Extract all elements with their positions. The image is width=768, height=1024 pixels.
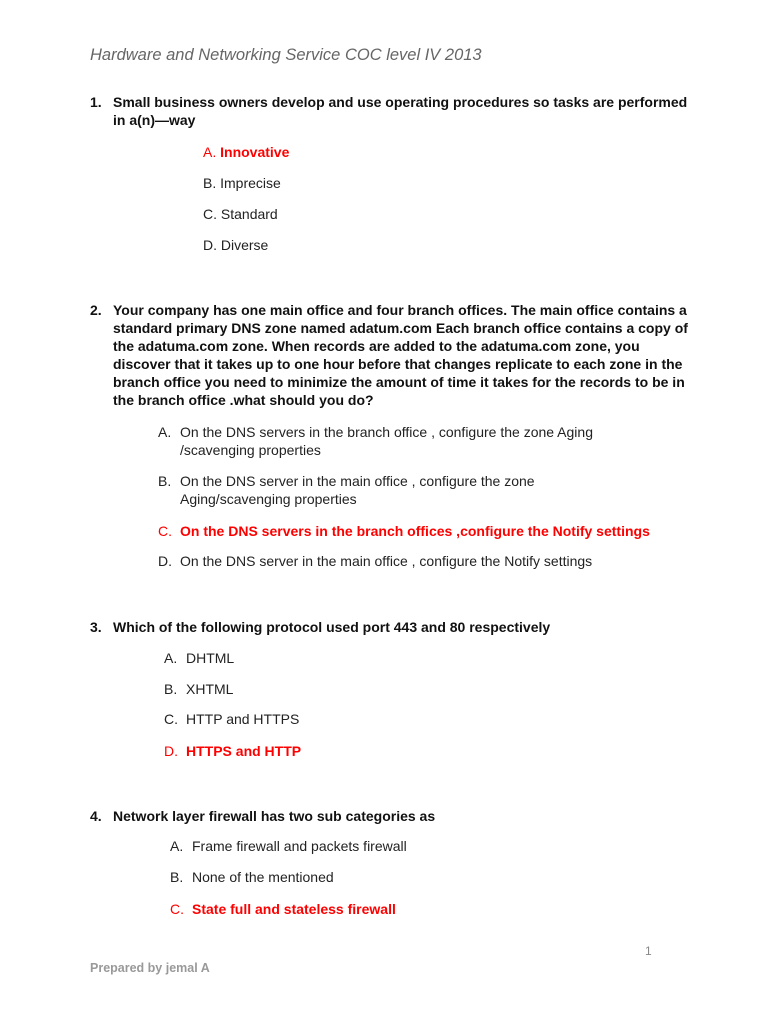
option-letter: A. xyxy=(203,144,217,160)
option-text: None of the mentioned xyxy=(192,869,334,885)
option-letter: C. xyxy=(170,901,184,917)
question-number: 1. xyxy=(90,94,102,110)
option-c: C. Standard xyxy=(203,206,278,222)
option-d: D. Diverse xyxy=(203,237,269,253)
option-text: XHTML xyxy=(186,681,234,697)
option-text: State full and stateless firewall xyxy=(192,901,396,917)
option-text: HTTP and HTTPS xyxy=(186,711,300,727)
question-2 xyxy=(90,301,690,409)
option-text: On the DNS server in the main office , configure the Notify settings xyxy=(180,553,593,569)
footer-prepared-by: Prepared by jemal A xyxy=(90,961,210,975)
page-number: 1 xyxy=(645,944,652,958)
option-letter: C. xyxy=(164,711,178,727)
option-text: Innovative xyxy=(220,144,290,160)
question-text: Small business owners develop and use operating procedures so tasks are performed in a(n)—way xyxy=(113,94,688,128)
option-text: HTTPS and HTTP xyxy=(186,743,302,759)
page-header-title: Hardware and Networking Service COC level IV 2013 xyxy=(90,46,482,64)
option-text: On the DNS server in the main office , configure the zone Aging/scavenging properties xyxy=(180,473,535,507)
option-letter: A. xyxy=(170,838,184,854)
option-b: B. Imprecise xyxy=(203,175,281,191)
option-letter: B. xyxy=(164,681,178,697)
option-letter: D. xyxy=(164,743,178,759)
question-1 xyxy=(90,93,690,129)
option-text: Frame firewall and packets firewall xyxy=(192,838,407,854)
option-text: On the DNS servers in the branch office , configure the zone Aging /scavenging properties xyxy=(180,424,593,458)
option-letter: B. xyxy=(158,473,172,489)
option-letter: B. xyxy=(170,869,184,885)
option-letter: A. xyxy=(158,424,172,440)
option-a-correct xyxy=(203,143,289,161)
question-text: Network layer firewall has two sub categories as xyxy=(113,808,436,824)
question-4 xyxy=(90,807,690,825)
question-number: 2. xyxy=(90,302,102,318)
option-letter: A. xyxy=(164,650,178,666)
option-letter: C. xyxy=(158,523,172,539)
question-number: 4. xyxy=(90,808,102,824)
option-text: DHTML xyxy=(186,650,235,666)
option-letter: D. xyxy=(158,553,172,569)
question-text: Your company has one main office and four branch offices. The main office contains a standard primary DNS zone named adatum.com Each branch office contains a copy of the adatuma.com zone. When records are added to the adatuma.com zone, you discover that it takes up to one hour before that changes replicate to each zone in the branch office you need to minimize the amount of time it takes for the records to be in the branch office .what should you do? xyxy=(113,302,688,408)
question-text: Which of the following protocol used port 443 and 80 respectively xyxy=(113,619,551,635)
question-3 xyxy=(90,618,690,636)
question-number: 3. xyxy=(90,619,102,635)
option-text: On the DNS servers in the branch offices ,configure the Notify settings xyxy=(180,523,650,539)
